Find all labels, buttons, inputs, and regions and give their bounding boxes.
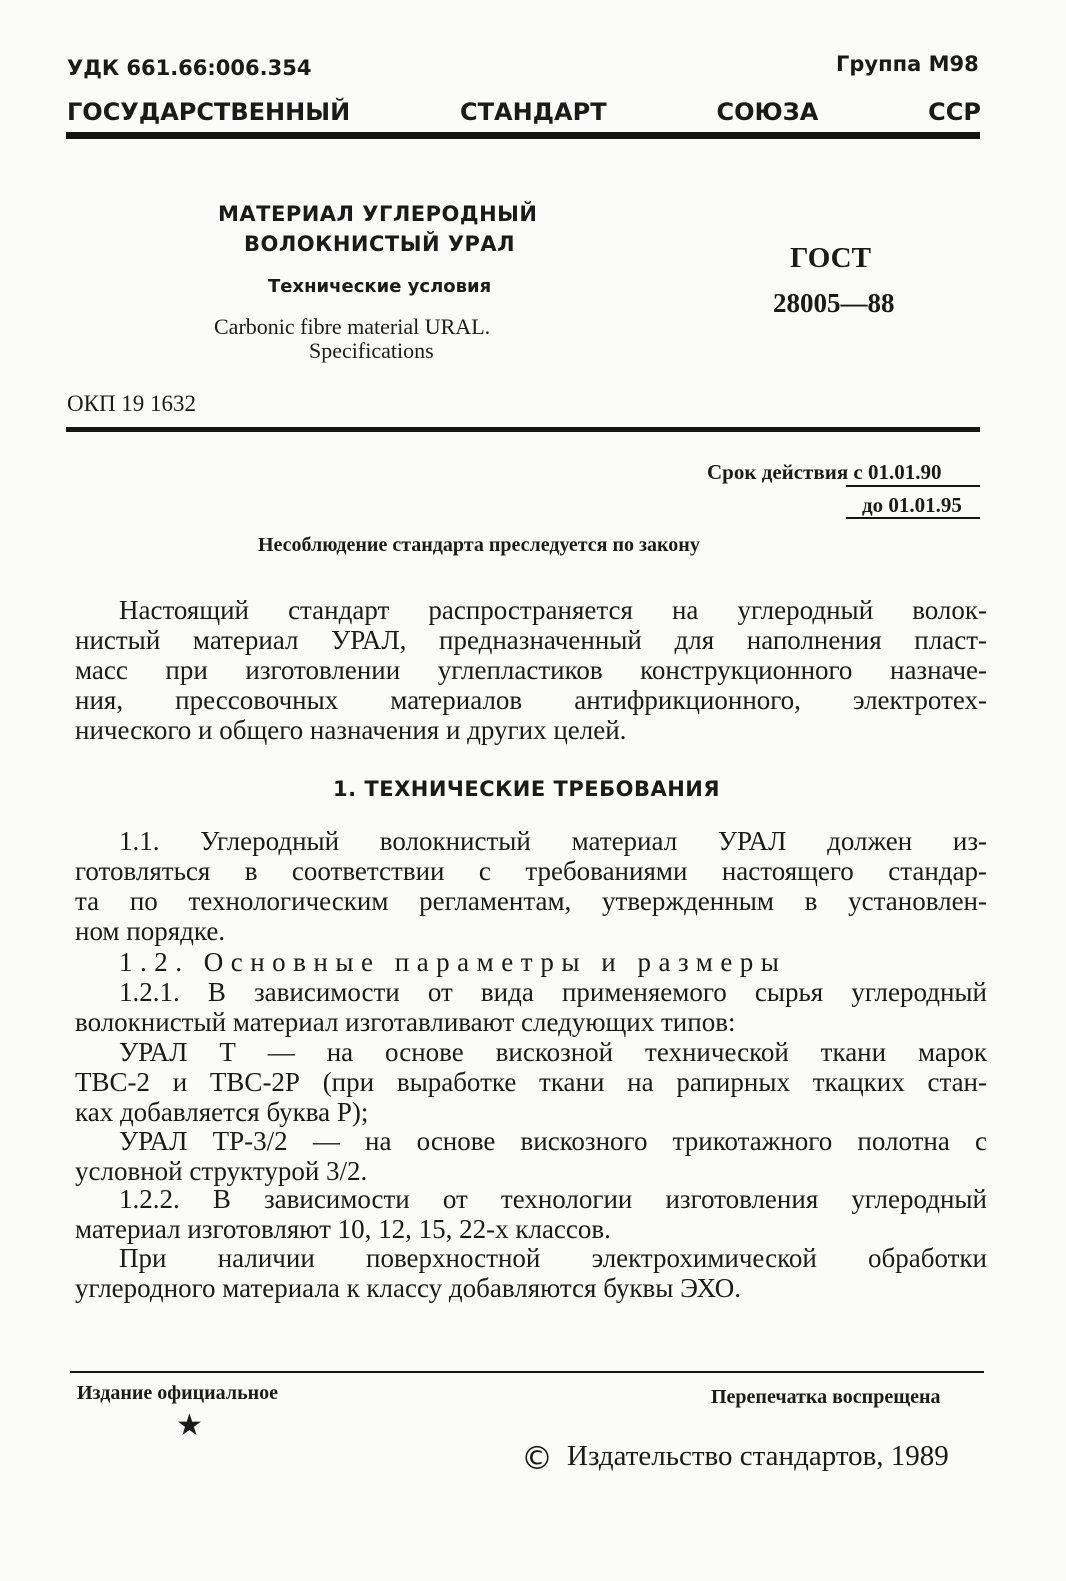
- clause-1-2-2: [75, 1184, 987, 1244]
- udk-code: УДК 661.66:006.354: [67, 56, 312, 80]
- clause-line: та по технологическим регламентам, утвержденным в установлен-: [75, 886, 987, 916]
- intro-line: ния, прессовочных материалов антифрикционного, электротех-: [75, 685, 987, 715]
- clause-line: 1.1. Углеродный волокнистый материал УРАЛ должен из-: [119, 826, 987, 856]
- gost-label: ГОСТ: [790, 242, 871, 274]
- header-rule: [66, 132, 980, 139]
- section-heading: 1. ТЕХНИЧЕСКИЕ ТРЕБОВАНИЯ: [333, 777, 721, 801]
- validity-from: Срок действия с 01.01.90: [707, 460, 942, 484]
- clause-line: ТВС-2 и ТВС-2Р (при выработке ткани на рапирных ткацких стан-: [75, 1067, 987, 1097]
- clause-1-2-1: [75, 977, 987, 1037]
- intro-line: нического и общего назначения и других целей.: [75, 715, 627, 745]
- clause-line: условной структурой 3/2.: [75, 1156, 368, 1186]
- validity-underline-2: [846, 517, 980, 519]
- law-notice: Несоблюдение стандарта преследуется по закону: [258, 534, 700, 556]
- clause-1-2: [75, 947, 987, 977]
- type-ural-t: [75, 1037, 987, 1127]
- state-standard-banner: ГОСУДАРСТВЕННЫЙ СТАНДАРТ СОЮЗА ССР: [67, 98, 981, 126]
- english-title-line-2: Specifications: [309, 338, 434, 363]
- english-title-line-1: Carbonic fibre material URAL.: [214, 314, 491, 339]
- validity-to: до 01.01.95: [862, 493, 962, 517]
- clause-line: УРАЛ ТР-3/2 — на основе вискозного трикотажного полотна с: [119, 1126, 987, 1156]
- validity-underline-1: [846, 485, 980, 487]
- intro-line: Настоящий стандарт распространяется на углеродный волок-: [119, 595, 987, 625]
- intro-line: нистый материал УРАЛ, предназначенный для наполнения пласт-: [75, 625, 987, 655]
- intro-paragraph: [75, 595, 987, 745]
- clause-line: ном порядке.: [75, 916, 226, 946]
- publisher: Издательство стандартов, 1989: [567, 1440, 949, 1472]
- subtitle: Технические условия: [268, 276, 492, 297]
- clause-line: 1.2. Основные параметры и размеры: [119, 947, 787, 977]
- clause-line: УРАЛ Т — на основе вискозной технической ткани марок: [119, 1037, 987, 1067]
- reprint-notice: Перепечатка воспрещена: [711, 1386, 941, 1408]
- clause-line: При наличии поверхностной электрохимической обработки: [119, 1243, 987, 1273]
- clause-line: углеродного материала к классу добавляются буквы ЭХО.: [75, 1273, 742, 1303]
- okp-code: ОКП 19 1632: [67, 391, 197, 416]
- clause-line: материал изготовляют 10, 12, 15, 22-х классов.: [75, 1214, 611, 1244]
- clause-line: 1.2.1. В зависимости от вида применяемого сырья углеродный: [119, 977, 987, 1007]
- clause-line: ках добавляется буква Р);: [75, 1097, 369, 1127]
- star-icon: ★: [176, 1408, 203, 1443]
- title-rule: [66, 427, 980, 432]
- group-code: Группа М98: [836, 52, 979, 76]
- clause-1-1: [75, 826, 987, 946]
- copyright-icon: ©: [521, 1439, 553, 1477]
- gost-number: 28005—88: [773, 288, 895, 318]
- type-ural-tr: [75, 1126, 987, 1186]
- eho-paragraph: [75, 1243, 987, 1303]
- clause-line: волокнистый материал изготавливают следующих типов:: [75, 1007, 736, 1037]
- clause-line: 1.2.2. В зависимости от технологии изготовления углеродный: [119, 1184, 987, 1214]
- official-edition: Издание официальное: [77, 1382, 279, 1404]
- intro-line: масс при изготовлении углепластиков конструкционного назначе-: [75, 655, 987, 685]
- title-line-2: ВОЛОКНИСТЫЙ УРАЛ: [244, 232, 516, 256]
- title-line-1: МАТЕРИАЛ УГЛЕРОДНЫЙ: [218, 202, 538, 226]
- footer-rule: [70, 1371, 984, 1373]
- clause-line: готовляться в соответствии с требованиями настоящего стандар-: [75, 856, 987, 886]
